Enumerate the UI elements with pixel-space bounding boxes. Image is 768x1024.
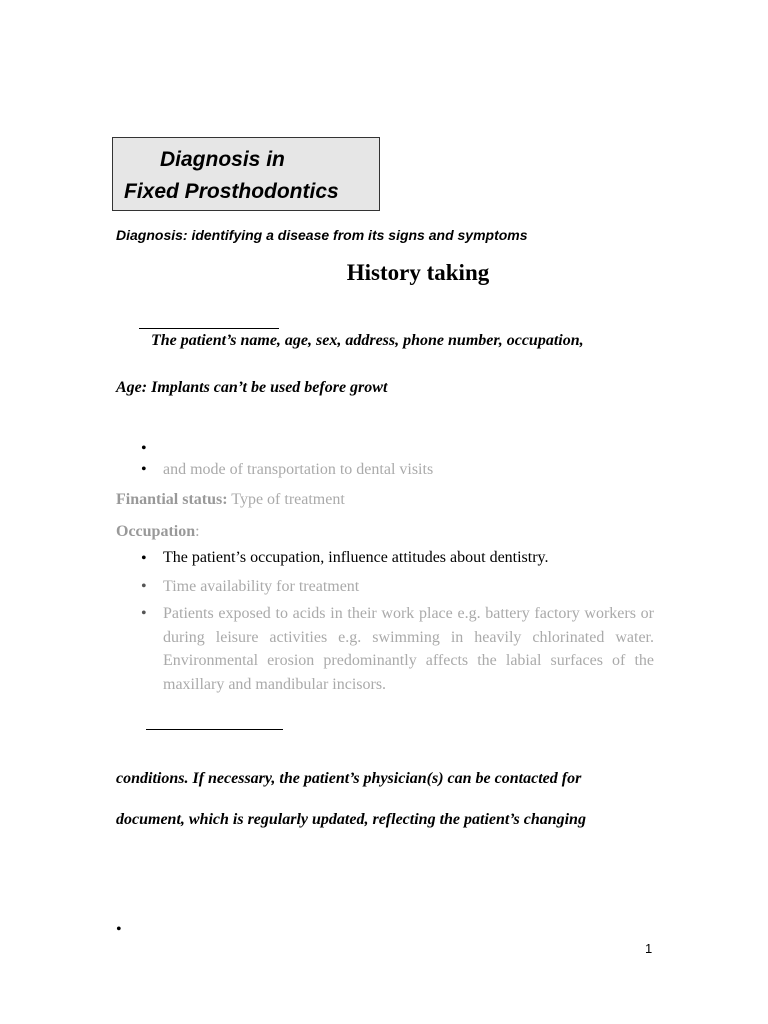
conditions-line: conditions. If necessary, the patient’s physician(s) can be contacted for <box>116 770 582 787</box>
bullet-empty-2: • <box>116 921 122 938</box>
bullet-transport: • <box>141 461 147 478</box>
heading-rule-1 <box>139 328 279 329</box>
bullet-occupation-3: • <box>141 605 147 622</box>
page-number: 1 <box>645 941 653 956</box>
financial-status-label: Finantial status: <box>116 491 228 508</box>
occupation-heading <box>116 523 200 541</box>
patient-info-line: The patient’s name, age, sex, address, phone number, occupation, <box>151 332 584 349</box>
financial-status-text: Type of treatment <box>227 491 345 508</box>
bullet-empty-1: • <box>141 440 147 457</box>
age-note-line: Age: Implants can’t be used before growt <box>116 379 388 396</box>
bullet-occupation-2: • <box>141 578 147 595</box>
occupation-bullet-2: Time availability for treatment <box>163 578 360 595</box>
occupation-bullet-1: The patient’s occupation, influence attitudes about dentistry. <box>163 549 549 566</box>
bullet-occupation-1: • <box>141 550 147 567</box>
title-line-1: Diagnosis in <box>160 148 285 171</box>
document-line: document, which is regularly updated, reflecting the patient’s changing <box>116 811 586 828</box>
heading-rule-2 <box>146 729 283 730</box>
diagnosis-definition: Diagnosis: identifying a disease from its signs and symptoms <box>116 227 528 243</box>
financial-status-line <box>116 491 345 509</box>
occupation-label: Occupation <box>116 523 196 540</box>
transport-line: and mode of transportation to dental visits <box>163 461 434 478</box>
title-line-2: Fixed Prosthodontics <box>124 180 339 203</box>
document-title-box <box>112 137 380 211</box>
occupation-colon: : <box>195 523 200 540</box>
section-heading: History taking <box>346 260 490 285</box>
occupation-bullet-3: Patients exposed to acids in their work place e.g. battery factory workers or during leisure activities e.g. swimming in heavily chlorinated water. Environmental erosion predominantly affects the labial surfaces of the maxillary and mandibular incisors. <box>163 605 654 693</box>
